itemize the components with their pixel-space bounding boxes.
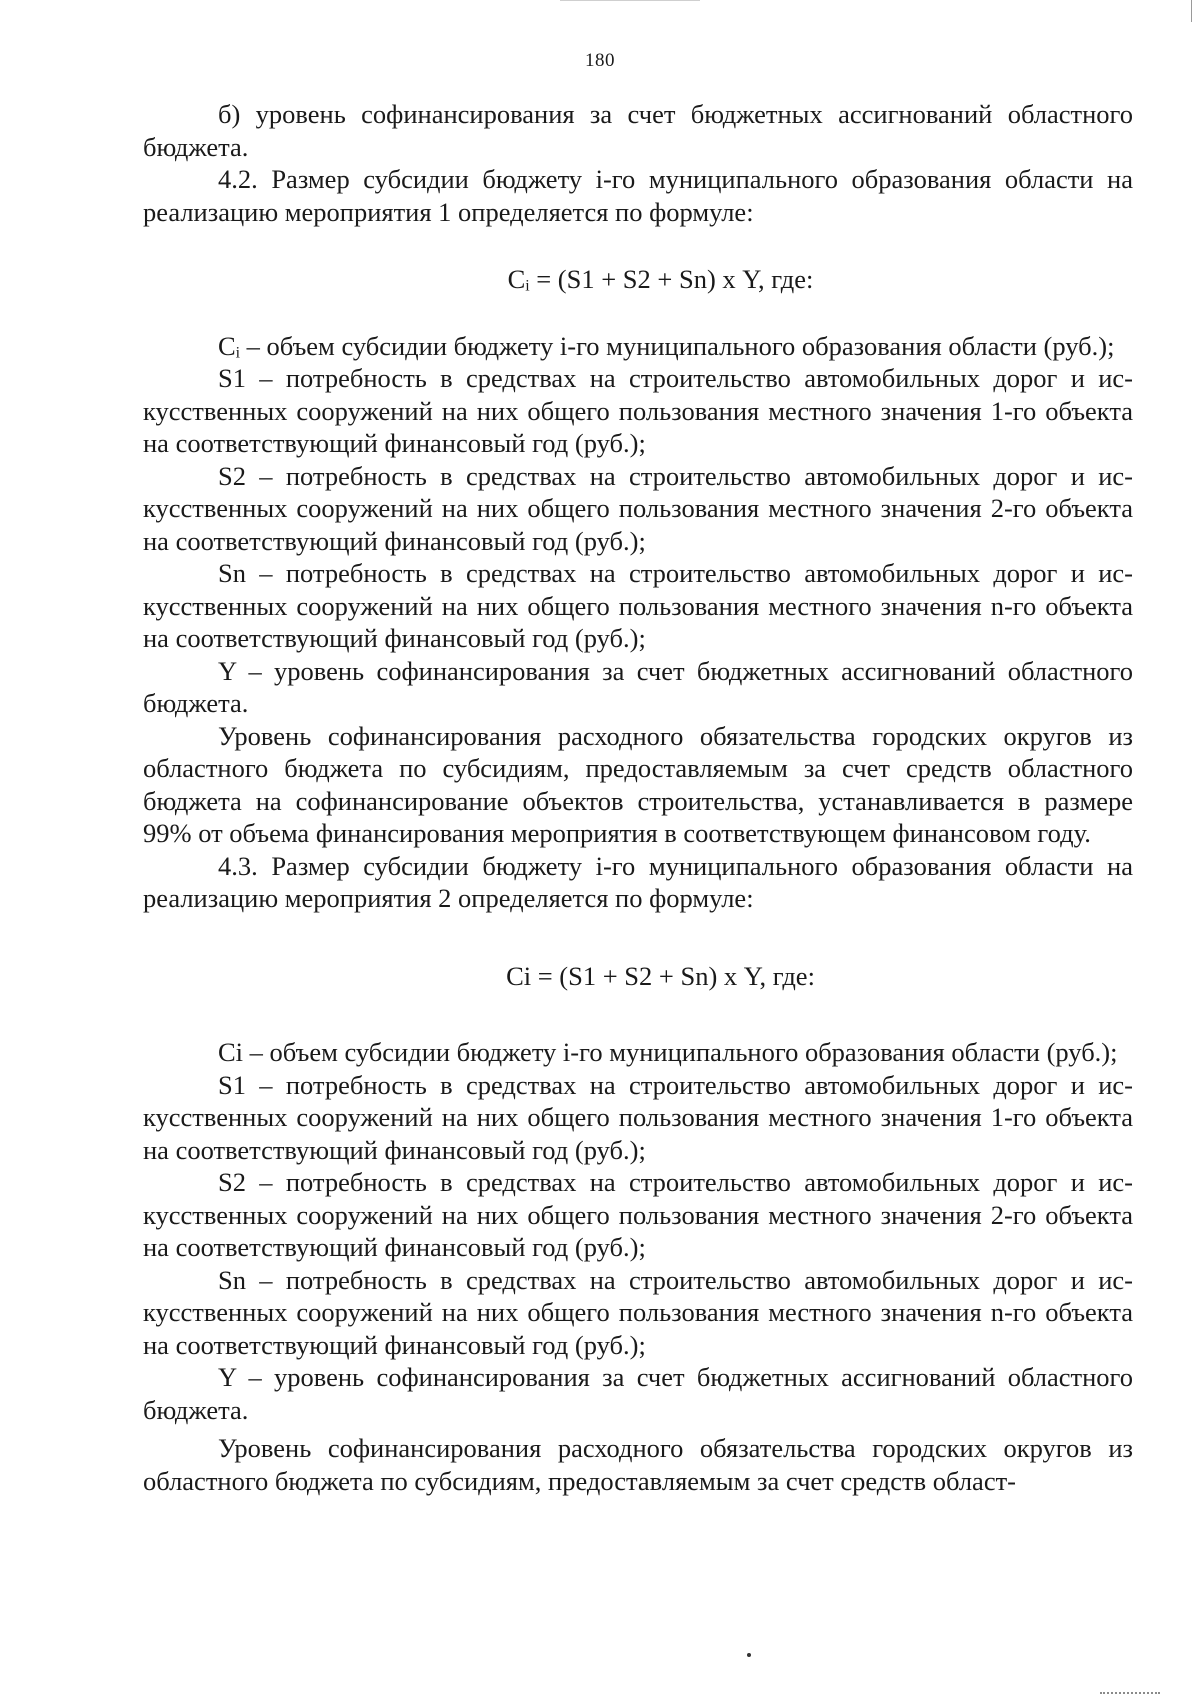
- paragraph-sn-definition-2: Sn – потребность в средствах на строительство автомобильных дорог и искусственных сооружений на них общего пользования местного значения n-го объекта на соответствующий финансовый год (руб.);: [143, 1264, 1133, 1360]
- paragraph-s1-definition: S1 – потребность в средствах на строительство автомобильных дорог и искусственных сооружений на них общего пользования местного значения 1-го объекта на соответствующий финансовый год (руб.);: [143, 363, 1133, 458]
- scan-artifact-top: [560, 0, 700, 1]
- paragraph-s2-definition-2: S2 – потребность в средствах на строительство автомобильных дорог и искусственных сооружений на них общего пользования местного значения 2-го объекта на соответствующий финансовый год (руб.);: [143, 1167, 1133, 1262]
- paragraph-section-4-3: 4.3. Размер субсидии бюджету i-го муниципального образования области на реализацию мероприятия 2 определяется по формуле:: [143, 850, 1133, 913]
- paragraph-s2-definition: S2 – потребность в средствах на строительство автомобильных дорог и искусственных сооружений на них общего пользования местного значения 2-го объекта на соответствующий финансовый год (руб.);: [143, 460, 1133, 556]
- paragraph-ci-definition-2: Ci – объем субсидии бюджету i-го муниципального образования области (руб.);: [218, 1037, 1118, 1067]
- scan-artifact-right: [1191, 0, 1192, 22]
- paragraph-section-4-2: 4.2. Размер субсидии бюджету i-го муниципального образования области на реализацию мероприятия 1 определяется по формуле:: [143, 164, 1133, 227]
- formula-measure-1: Сᵢ = (S1 + S2 + Sn) х Y, где:: [507, 264, 814, 294]
- formula-measure-2: Ci = (S1 + S2 + Sn) х Y, где:: [506, 960, 815, 991]
- paragraph-cofinancing-level: Уровень софинансирования расходного обязательства городских округов из областного бюджета по субсидиям, предоставляемым за счет средств областного бюджета на софинансирование объектов строительства, устанавливается в размере 99% от объема финансирования мероприятия в соответствующем финансовом году.: [143, 720, 1133, 848]
- page-number: 180: [585, 50, 615, 71]
- paragraph-y-definition-2: Y – уровень софинансирования за счет бюджетных ассигнований областного бюджета.: [143, 1362, 1133, 1425]
- paragraph-s1-definition-2: S1 – потребность в средствах на строительство автомобильных дорог и искусственных сооружений на них общего пользования местного значения 1-го объекта на соответствующий финансовый год (руб.);: [143, 1069, 1133, 1165]
- scan-dot-artifact: [747, 1653, 751, 1657]
- scan-artifact-bottom: [1100, 1692, 1160, 1697]
- paragraph-y-definition: Y – уровень софинансирования за счет бюджетных ассигнований областного бюджета.: [143, 655, 1133, 718]
- paragraph-budget-level: б) уровень софинансирования за счет бюджетных ассигнований областного бюджета.: [143, 99, 1133, 162]
- paragraph-cofinancing-level-2: Уровень софинансирования расходного обязательства городских округов из областного бюджета по субсидиям, предоставляемым за счет средств област-: [143, 1433, 1133, 1496]
- paragraph-ci-definition: Сᵢ – объем субсидии бюджету i-го муниципального образования области (руб.);: [218, 330, 1115, 361]
- document-body: [143, 98, 1133, 1497]
- paragraph-sn-definition: Sn – потребность в средствах на строительство автомобильных дорог и искусственных сооружений на них общего пользования местного значения n-го объекта на соответствующий финансовый год (руб.);: [143, 558, 1133, 653]
